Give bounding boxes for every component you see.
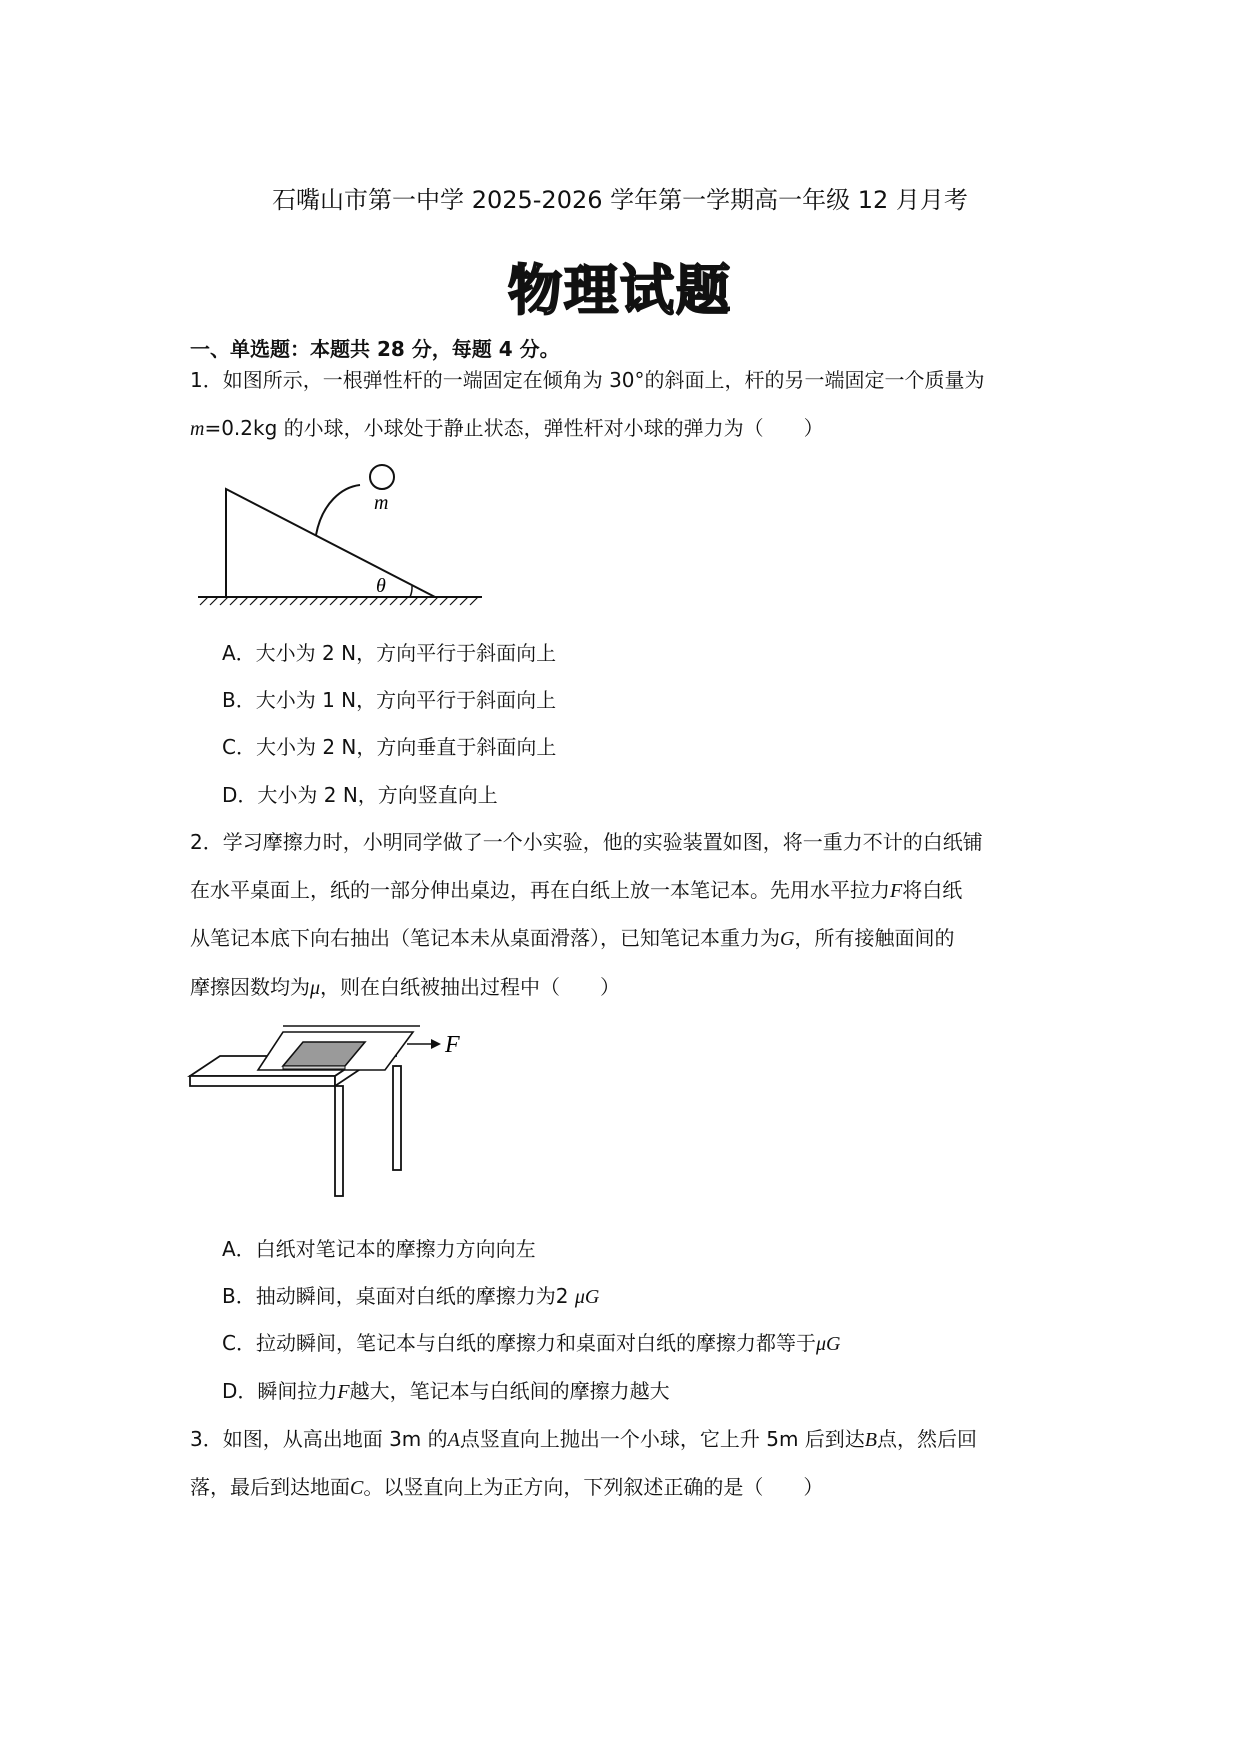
q2-line-2 <box>190 874 962 903</box>
q3-line-1 <box>190 1423 977 1452</box>
q2-line-4 <box>190 971 620 1000</box>
q1-line-2 <box>190 412 824 441</box>
q2-option-c-text: C．拉动瞬间，笔记本与白纸的摩擦力和桌面对白纸的摩擦力都等于 <box>222 1331 816 1355</box>
q2-option-b-text: B．抽动瞬间，桌面对白纸的摩擦力为2 <box>222 1284 575 1308</box>
q2-option-a: A．白纸对笔记本的摩擦力方向向左 <box>222 1237 536 1261</box>
q2-line-3-text-b: ，所有接触面间的 <box>794 926 955 950</box>
q3-point-b: B <box>864 1429 878 1451</box>
q2-option-c-var: μG <box>815 1333 841 1355</box>
q1-option-c: C．大小为 2 N，方向垂直于斜面向上 <box>222 735 557 759</box>
q2-option-d-text-a: D．瞬间拉力 <box>222 1379 338 1403</box>
q2-option-d-var: F <box>337 1381 350 1403</box>
table-leg-front <box>335 1086 343 1196</box>
q2-option-d-text-b: 越大，笔记本与白纸间的摩擦力越大 <box>349 1379 670 1403</box>
q2-line-4-text-b: ，则在白纸被抽出过程中（ ） <box>320 975 621 999</box>
q3-line-2-text-a: 落，最后到达地面 <box>190 1475 350 1499</box>
force-label: F <box>445 1032 460 1058</box>
q2-option-c <box>222 1327 840 1356</box>
mass-label: m <box>374 492 389 514</box>
q2-line-3 <box>190 922 954 951</box>
notebook-edge <box>283 1066 345 1069</box>
q2-option-b <box>222 1280 599 1309</box>
q3-point-c: C <box>350 1477 364 1499</box>
exam-title: 物理试题 <box>508 259 732 322</box>
incline-figure <box>190 455 500 615</box>
q2-weight-var: G <box>780 928 795 950</box>
q1-option-d: D．大小为 2 N，方向竖直向上 <box>222 783 498 807</box>
q2-line-3-text-a: 从笔记本底下向右抽出（笔记本未从桌面滑落），已知笔记本重力为 <box>190 926 780 950</box>
q1-option-b: B．大小为 1 N，方向平行于斜面向上 <box>222 688 557 712</box>
q2-option-d <box>222 1375 670 1404</box>
table-leg-back <box>393 1066 401 1170</box>
table-figure <box>185 1020 475 1200</box>
q2-mu-var: μ <box>310 977 321 999</box>
table-front-edge <box>190 1076 335 1086</box>
elastic-rod <box>316 485 360 535</box>
q2-force-var: F <box>890 880 903 902</box>
q3-line-1-text-c: 点，然后回 <box>877 1427 978 1451</box>
ground-hatching <box>200 597 478 605</box>
q3-line-1-text-b: 点竖直向上抛出一个小球，它上升 5m 后到达 <box>459 1427 865 1451</box>
q3-point-a: A <box>447 1429 460 1451</box>
q2-option-b-var: μG <box>574 1286 600 1308</box>
q2-line-4-text-a: 摩擦因数均为 <box>190 975 310 999</box>
angle-label: θ <box>376 575 386 597</box>
section-heading: 一、单选题：本题共 28 分，每题 4 分。 <box>190 337 560 361</box>
q1-mass-var: m <box>190 418 205 440</box>
q2-line-2-text-a: 在水平桌面上，纸的一部分伸出桌边，再在白纸上放一本笔记本。先用水平拉力 <box>190 878 890 902</box>
q2-line-1: 2．学习摩擦力时，小明同学做了一个小实验，他的实验装置如图，将一重力不计的白纸铺 <box>190 830 983 854</box>
incline-slope <box>226 489 435 597</box>
q3-line-2 <box>190 1471 823 1500</box>
q3-line-1-text-a: 3．如图，从高出地面 3m 的 <box>190 1427 448 1451</box>
q3-line-2-text-b: 。以竖直向上为正方向，下列叙述正确的是（ ） <box>363 1475 824 1499</box>
force-arrow-head <box>431 1039 441 1049</box>
q1-option-a: A．大小为 2 N，方向平行于斜面向上 <box>222 641 557 665</box>
ball <box>370 465 394 489</box>
q1-line-1: 1．如图所示，一根弹性杆的一端固定在倾角为 30°的斜面上，杆的另一端固定一个质量为 <box>190 368 985 392</box>
exam-subtitle: 石嘴山市第一中学 2025-2026 学年第一学期高一年级 12 月月考 <box>272 186 968 214</box>
angle-arc <box>410 586 412 597</box>
q1-line-2-text: =0.2kg 的小球，小球处于静止状态，弹性杆对小球的弹力为（ ） <box>204 416 824 440</box>
q2-line-2-text-b: 将白纸 <box>902 878 963 902</box>
